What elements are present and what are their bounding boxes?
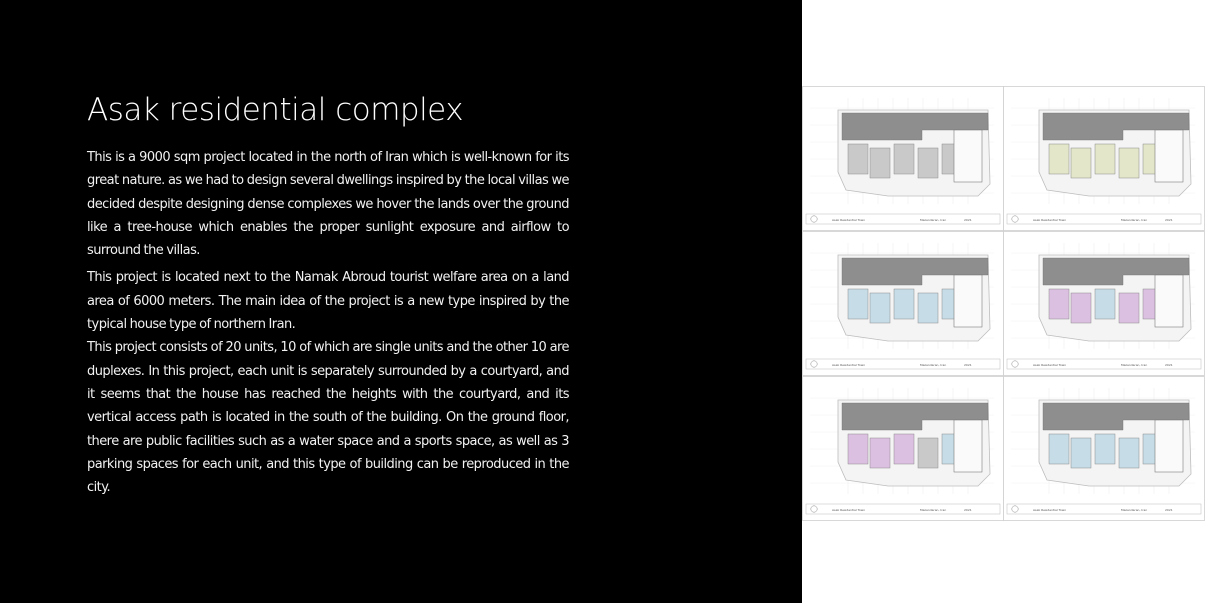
dwelling-unit bbox=[848, 289, 868, 319]
dwelling-unit bbox=[870, 293, 890, 323]
project-description bbox=[87, 146, 569, 499]
sheet-location: Mazandaran, Iran bbox=[1121, 507, 1148, 512]
description-paragraph-1: This is a 9000 sqm project located in the north of Iran which is well-known for its great nature. as we had to design several dwellings inspired by the local villas we decided despite designing dense complexes we hover the lands over the ground like a tree-house which enables the proper sunlight exposure and airflow to surround the villas. bbox=[87, 150, 569, 259]
dwelling-unit bbox=[1095, 289, 1115, 319]
sheet-location: Mazandaran, Iran bbox=[920, 362, 947, 367]
plan-sheet bbox=[1004, 377, 1205, 521]
dwelling-unit bbox=[1119, 293, 1139, 323]
sheet-project-name: Asak Residential Town bbox=[832, 217, 866, 222]
sheet-year: 2021 bbox=[1165, 217, 1173, 222]
dwelling-unit bbox=[848, 434, 868, 464]
dwelling-unit bbox=[894, 434, 914, 464]
circulation-block bbox=[954, 130, 982, 182]
dwelling-unit bbox=[1049, 144, 1069, 174]
circulation-block bbox=[1155, 275, 1183, 327]
sheet-year: 2021 bbox=[1165, 362, 1173, 367]
dwelling-unit bbox=[1071, 438, 1091, 468]
dwelling-unit bbox=[848, 144, 868, 174]
dwelling-unit bbox=[1095, 434, 1115, 464]
dwelling-unit bbox=[1049, 289, 1069, 319]
sheet-project-name: Asak Residential Town bbox=[1033, 217, 1067, 222]
plan-sheet bbox=[1004, 87, 1205, 231]
dwelling-unit bbox=[870, 148, 890, 178]
plan-sheet bbox=[803, 87, 1004, 231]
sheet-location: Mazandaran, Iran bbox=[1121, 362, 1148, 367]
sheet-project-name: Asak Residential Town bbox=[1033, 362, 1067, 367]
sheet-year: 2021 bbox=[964, 362, 972, 367]
dwelling-unit bbox=[870, 438, 890, 468]
circulation-block bbox=[954, 420, 982, 472]
sheet-project-name: Asak Residential Town bbox=[1033, 507, 1067, 512]
floor-plan-sheets bbox=[802, 0, 1206, 603]
dwelling-unit bbox=[918, 148, 938, 178]
sheet-year: 2021 bbox=[964, 217, 972, 222]
dwelling-unit bbox=[918, 293, 938, 323]
sheet-project-name: Asak Residential Town bbox=[832, 507, 866, 512]
dwelling-unit bbox=[1095, 144, 1115, 174]
dwelling-unit bbox=[894, 144, 914, 174]
circulation-block bbox=[954, 275, 982, 327]
dwelling-unit bbox=[918, 438, 938, 468]
plan-sheet bbox=[1004, 232, 1205, 376]
sheet-project-name: Asak Residential Town bbox=[832, 362, 866, 367]
dwelling-unit bbox=[894, 289, 914, 319]
plan-sheet bbox=[803, 377, 1004, 521]
sheet-location: Mazandaran, Iran bbox=[920, 217, 947, 222]
circulation-block bbox=[1155, 130, 1183, 182]
dwelling-unit bbox=[1071, 148, 1091, 178]
sheet-location: Mazandaran, Iran bbox=[920, 507, 947, 512]
plan-sheets-panel bbox=[802, 0, 1206, 603]
dwelling-unit bbox=[1071, 293, 1091, 323]
sheet-year: 2021 bbox=[964, 507, 972, 512]
project-title: Asak residential complex bbox=[87, 92, 464, 128]
sheet-location: Mazandaran, Iran bbox=[1121, 217, 1148, 222]
sheet-year: 2021 bbox=[1165, 507, 1173, 512]
description-paragraph-3: This project consists of 20 units, 10 of which are single units and the other 10 are duplexes. In this project, each unit is separately surrounded by a courtyard, and it seems that the house has reached the heights with the courtyard, and its vertical access path is located in the south of the building. On the ground floor, there are public facilities such as a water space and a sports space, as well as 3 parking spaces for each unit, and this type of building can be reproduced in the city. bbox=[87, 340, 569, 496]
dwelling-unit bbox=[1119, 148, 1139, 178]
plan-sheet bbox=[803, 232, 1004, 376]
circulation-block bbox=[1155, 420, 1183, 472]
dwelling-unit bbox=[1049, 434, 1069, 464]
dwelling-unit bbox=[1119, 438, 1139, 468]
description-paragraph-2: This project is located next to the Namak Abroud tourist welfare area on a land area of 6000 meters. The main idea of the project is a new type inspired by the typical house type of northern Iran. bbox=[87, 270, 569, 333]
